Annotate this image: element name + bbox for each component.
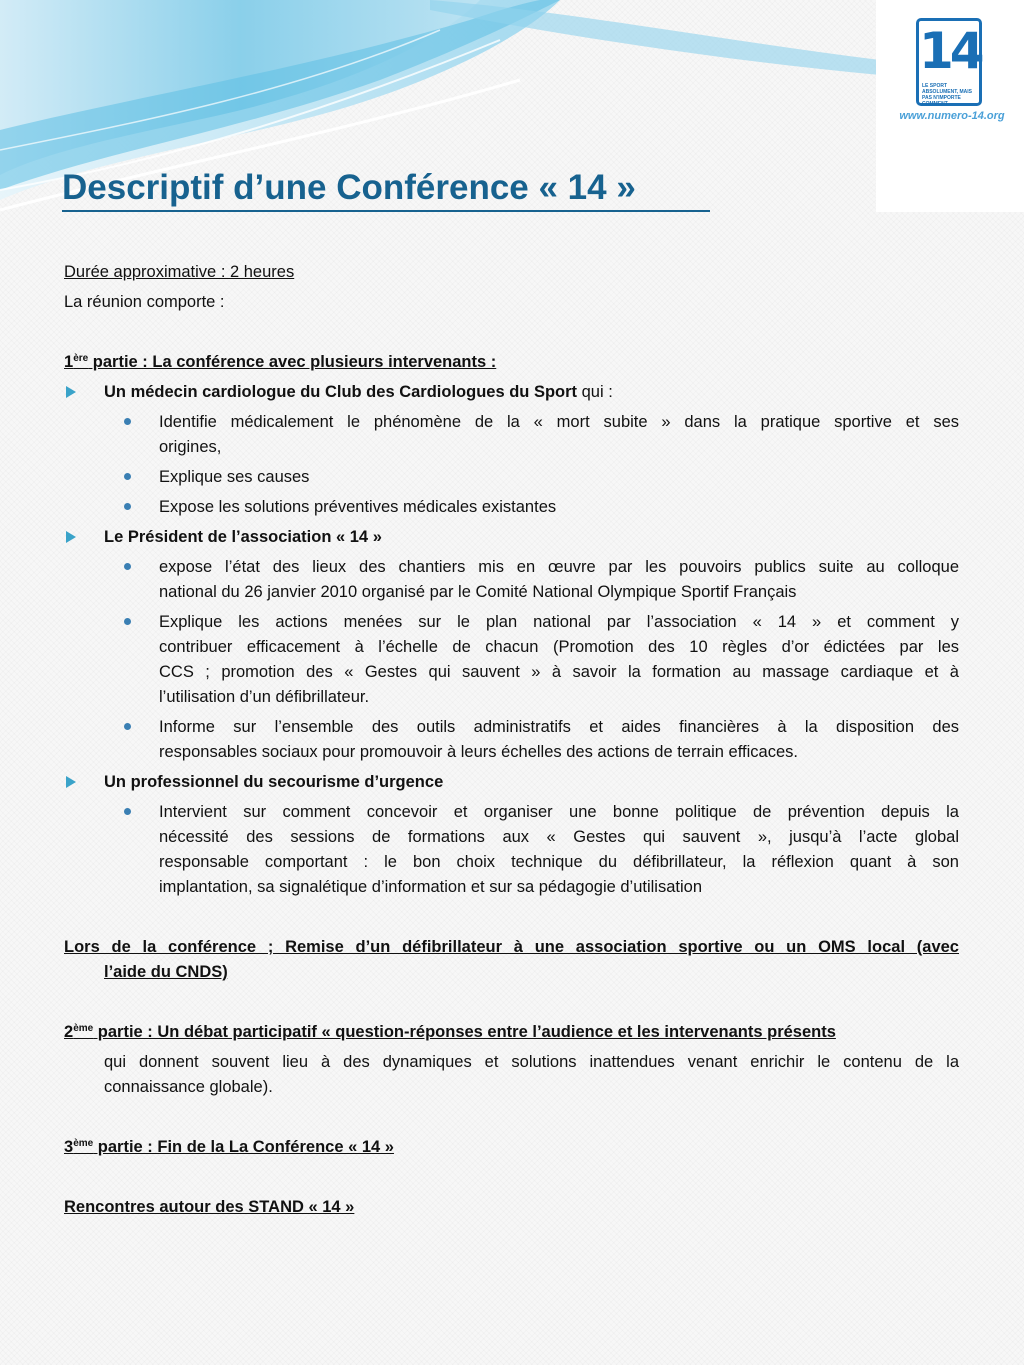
stand-heading: Rencontres autour des STAND « 14 »: [64, 1198, 355, 1216]
arrow-bullet-icon: [66, 531, 76, 543]
logo-number: 14: [919, 22, 981, 80]
speaker2-item3-line2: responsables sociaux pour promouvoir à leurs échelles des actions de terrain efficaces.: [159, 743, 798, 761]
speaker2-item2-line3: CCS ; promotion des « Gestes qui sauvent » à savoir la formation au massage cardiaque et à: [159, 663, 959, 681]
speaker1-item3: Expose les solutions préventives médicales existantes: [159, 498, 557, 516]
speaker1-item2: Explique ses causes: [159, 468, 310, 486]
bullet-dot-icon: [124, 723, 131, 730]
logo-url: www.numero-14.org: [899, 110, 1005, 122]
arrow-bullet-icon: [66, 386, 76, 398]
speaker2-item3-line1: Informe sur l’ensemble des outils administratifs et aides financières à la disposition des: [159, 718, 959, 736]
part2-body-line1: qui donnent souvent lieu à des dynamiques et solutions inattendues venant enrichir le contenu de la: [104, 1053, 959, 1071]
remise-line1: Lors de la conférence ; Remise d’un défibrillateur à une association sportive ou un OMS local (avec: [64, 938, 959, 956]
speaker2-item2-line2: contribuer efficacement à l’échelle de chacun (Promotion des 10 règles d’or édictées par les: [159, 638, 959, 656]
logo-badge: [916, 18, 982, 106]
speaker1-item1-line1: Identifie médicalement le phénomène de la « mort subite » dans la pratique sportive et ses: [159, 413, 959, 431]
duration-text: Durée approximative : 2 heures: [64, 263, 295, 281]
bullet-dot-icon: [124, 418, 131, 425]
bullet-dot-icon: [124, 808, 131, 815]
part1-heading: 1ère partie : La conférence avec plusieurs intervenants :: [64, 353, 497, 371]
speaker2-item2-line1: Explique les actions menées sur le plan national par l’association « 14 » et comment y: [159, 613, 959, 631]
speaker2-item1-line2: national du 26 janvier 2010 organisé par le Comité National Olympique Sportif Français: [159, 583, 797, 601]
arrow-bullet-icon: [66, 776, 76, 788]
speaker2-item1-line1: expose l’état des lieux des chantiers mis en œuvre par les pouvoirs publics suite au colloque: [159, 558, 959, 576]
part3-heading: 3ème partie : Fin de la La Conférence « 14 »: [64, 1138, 394, 1156]
speaker2-item2-line4: l’utilisation d’un défibrillateur.: [159, 688, 370, 706]
page-title: Descriptif d’une Conférence « 14 »: [62, 168, 636, 207]
bullet-dot-icon: [124, 473, 131, 480]
speaker3-item1-line4: implantation, sa signalétique d’information et sur sa pédagogie d’utilisation: [159, 878, 703, 896]
bullet-dot-icon: [124, 563, 131, 570]
bullet-dot-icon: [124, 618, 131, 625]
reunion-text: La réunion comporte :: [64, 293, 225, 311]
speaker1-item1-line2: origines,: [159, 438, 222, 456]
speaker-2: Le Président de l’association « 14 »: [104, 528, 382, 546]
speaker-3: Un professionnel du secourisme d’urgence: [104, 773, 444, 791]
speaker-1: Un médecin cardiologue du Club des Cardiologues du Sport qui :: [104, 383, 613, 401]
part2-heading: 2ème partie : Un débat participatif « question-réponses entre l’audience et les intervenants présents: [64, 1023, 836, 1041]
part2-body-line2: connaissance globale).: [104, 1078, 273, 1096]
title-underline: [62, 210, 710, 212]
remise-line2: l’aide du CNDS): [104, 963, 228, 981]
logo-tagline: LE SPORT ABSOLUMENT, MAIS PAS N'IMPORTE COMMENT: [922, 83, 972, 107]
speaker3-item1-line2: nécessité des sessions de formations aux « Gestes qui sauvent », jusqu’à l’acte global: [159, 828, 959, 846]
bullet-dot-icon: [124, 503, 131, 510]
speaker3-item1-line1: Intervient sur comment concevoir et organiser une bonne politique de prévention depuis la: [159, 803, 959, 821]
speaker3-item1-line3: responsable comportant : le bon choix technique du défibrillateur, la réflexion quant à son: [159, 853, 959, 871]
